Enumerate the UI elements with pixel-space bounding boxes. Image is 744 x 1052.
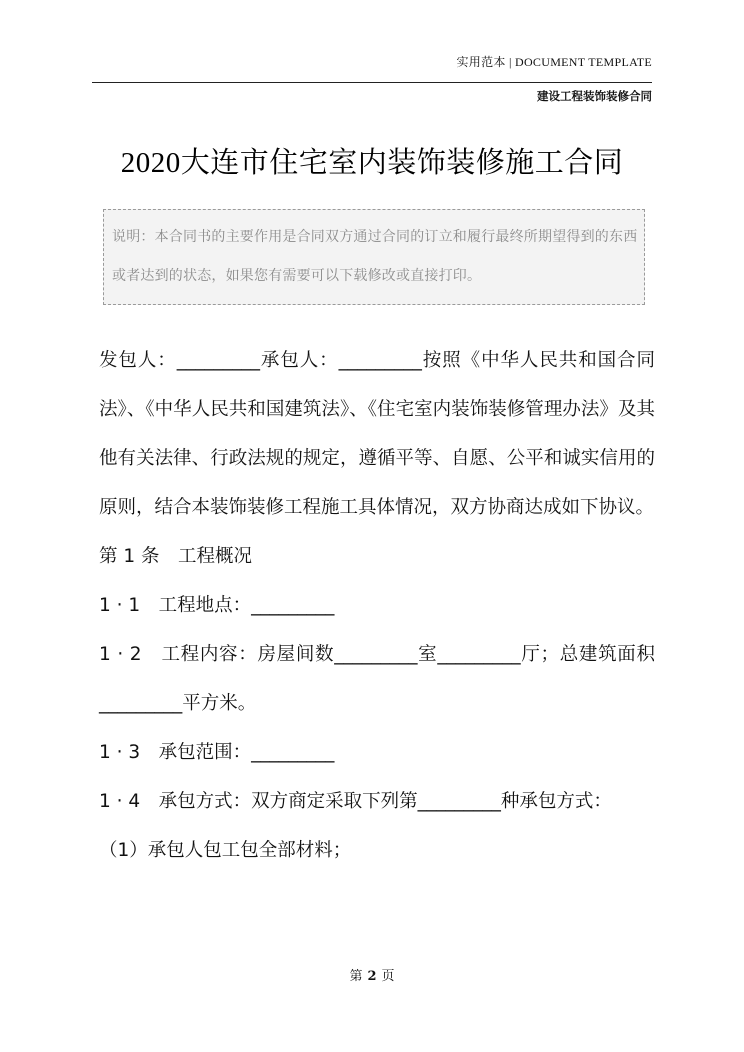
document-title: 2020大连市住宅室内装饰装修施工合同: [120, 147, 624, 179]
clause-1-2: 1 · 2 工程内容：房屋间数_________室_________厅；总建筑面积_________平方米。: [99, 644, 655, 714]
clause-1-3: 1 · 3 承包范围：_________: [99, 742, 335, 763]
page-number: 2: [367, 969, 377, 984]
instruction-note-box: 说明：本合同书的主要作用是合同双方通过合同的订立和履行最终所期望得到的东西或者达到的状态，如果您有需要可以下载修改或直接打印。: [103, 209, 645, 305]
article-1-heading: 第 1 条 工程概况: [99, 546, 253, 567]
page-suffix: 页: [381, 969, 395, 984]
clause-1-1: 1 · 1 工程地点：_________: [99, 595, 335, 616]
header-divider: [92, 82, 652, 83]
contract-body: [99, 336, 655, 875]
option-1: （1）承包人包工包全部材料；: [99, 840, 352, 861]
intro-paragraph: 发包人：_________承包人：_________按照《中华人民共和国合同法》、《中华人民共和国建筑法》、《住宅室内装饰装修管理办法》及其他有关法律、行政法规的规定，遵循平等、自愿、公平和诚实信用的原则，结合本装饰装修工程施工具体情况，双方协商达成如下协议。: [99, 350, 655, 518]
clause-1-4: 1 · 4 承包方式：双方商定采取下列第_________种承包方式：: [99, 791, 612, 812]
header-document-template-label: 实用范本 | DOCUMENT TEMPLATE: [456, 55, 652, 69]
header-contract-category: 建设工程装饰装修合同: [537, 89, 652, 103]
page-footer: [0, 965, 744, 984]
page-prefix: 第: [349, 969, 363, 984]
